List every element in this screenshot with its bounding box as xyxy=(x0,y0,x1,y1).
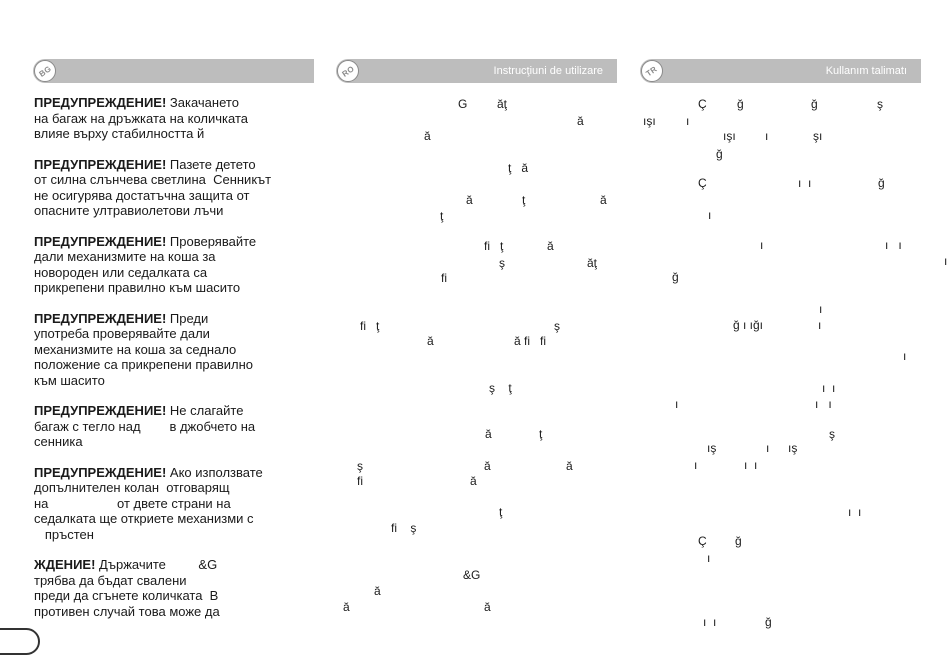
warning-line: Пазете детето xyxy=(166,156,256,172)
ro-text-fragment: ă xyxy=(470,474,477,488)
ro-text-fragment: ţ xyxy=(522,193,526,207)
ro-text-fragment: ţ xyxy=(539,427,543,441)
ro-text-fragment: fi ţ xyxy=(360,319,380,333)
tr-text-fragment: ı xyxy=(686,114,690,128)
badge-label: TR xyxy=(644,64,660,78)
warning-line: механизмите на коша за седнало xyxy=(34,341,237,357)
ro-text-fragment: ă xyxy=(600,193,607,207)
page-number-tab xyxy=(0,628,40,655)
ro-text-fragment: ă xyxy=(484,459,491,473)
tr-text-fragment: ı ı xyxy=(703,615,717,629)
warning-label: ПРЕДУПРЕЖДЕНИЕ! xyxy=(34,310,167,326)
warning-label: ПРЕДУПРЕЖДЕНИЕ! xyxy=(34,95,167,110)
ro-text-fragment: fi ţ xyxy=(484,239,504,253)
tr-text-fragment: ı ı xyxy=(822,381,836,395)
bg-warnings xyxy=(34,95,319,634)
ro-text-fragment: ă xyxy=(343,600,350,614)
warning-line: пръстен xyxy=(34,526,94,542)
tr-text-fragment: ı ı xyxy=(798,176,812,190)
tr-text-fragment: ı xyxy=(694,458,698,472)
warning-line: на от двете страни на xyxy=(34,495,231,511)
tr-text-fragment: ğ xyxy=(672,270,679,284)
ro-text-fragment: ţ xyxy=(440,209,444,223)
tr-text-fragment: şı xyxy=(813,129,823,143)
ro-text-fragment: fi ş xyxy=(391,521,417,535)
warning-line: сенника xyxy=(34,434,83,449)
warning-line: Преди xyxy=(166,310,209,326)
tr-text-fragment: ğ xyxy=(811,97,818,111)
ro-text-fragment: ă xyxy=(485,427,492,441)
tr-text-fragment: ı xyxy=(766,441,770,455)
bg-warning-paragraph xyxy=(34,557,319,619)
ro-text-fragment: ă xyxy=(374,584,381,598)
warning-line: багаж с тегло над в джобчето на xyxy=(34,418,256,434)
column-title-tr: Kullanım talimatı xyxy=(825,65,907,77)
ro-text-fragment: ş xyxy=(499,256,505,270)
ro-text-fragment: ă fi fi xyxy=(514,334,547,348)
warning-line: Не слагайте xyxy=(166,403,244,418)
ro-text-fragment: G xyxy=(458,97,468,111)
tr-text-fragment: ışı xyxy=(643,114,656,128)
ro-text-fragment: ă xyxy=(466,193,473,207)
warning-line: не осигурява достатъчна защита от xyxy=(34,187,250,203)
ro-text-fragment: ă xyxy=(547,239,554,253)
language-badge-bg xyxy=(34,60,56,82)
ro-text-fragment: ş ţ xyxy=(489,381,512,395)
badge-label: BG xyxy=(37,63,53,79)
tr-text-fragment: ş xyxy=(829,427,835,441)
tr-text-fragment: ğ xyxy=(765,615,772,629)
warning-line: на багаж на дръжката на количката xyxy=(34,110,248,126)
warning-line: влияе върху стабилността й xyxy=(34,126,205,141)
tr-text-fragment: ı ı xyxy=(848,505,862,519)
ro-text-fragment: ă xyxy=(577,114,584,128)
tr-text-fragment: ğ xyxy=(878,176,885,190)
tr-text-fragment: ı ı xyxy=(885,238,902,252)
tr-text-fragment: ş xyxy=(877,97,883,111)
warning-line: Закачането xyxy=(166,95,239,110)
bg-warning-paragraph xyxy=(34,403,319,450)
ro-text-fragment: ă xyxy=(566,459,573,473)
warning-line: от силна слънчева светлина Сенникът xyxy=(34,172,272,187)
warning-line: допълнителен колан отговарящ xyxy=(34,480,230,495)
warning-line: противен случай това може да xyxy=(34,603,220,619)
bg-warning-paragraph xyxy=(34,311,319,389)
language-badge-ro xyxy=(337,60,359,82)
ro-text-fragment: ăţ xyxy=(587,256,598,270)
column-title-ro: Instrucţiuni de utilizare xyxy=(493,65,603,77)
warning-line: положение са прикрепени правилно xyxy=(34,357,254,372)
column-header-tr xyxy=(640,59,921,83)
tr-text-fragment: ı ı xyxy=(744,458,758,472)
bg-warning-paragraph xyxy=(34,465,319,543)
ro-text-fragment: &G xyxy=(463,568,481,582)
tr-text-fragment: Ç xyxy=(698,176,707,190)
ro-text-fragment: ş xyxy=(357,459,363,473)
warning-label: ПРЕДУПРЕЖДЕНИЕ! xyxy=(34,464,167,480)
column-header-bg xyxy=(33,59,314,83)
warning-line: дали механизмите на коша за xyxy=(34,249,216,264)
ro-text-fragment: ă xyxy=(424,129,431,143)
warning-line: употреба проверявайте дали xyxy=(34,326,210,341)
tr-text-fragment: ı xyxy=(819,302,823,316)
tr-text-fragment: ı xyxy=(707,551,711,565)
tr-text-fragment: ış xyxy=(788,441,798,455)
tr-text-fragment: ğ xyxy=(737,97,744,111)
warning-label: ПРЕДУПРЕЖДЕНИЕ! xyxy=(34,233,167,249)
tr-text-fragment: ış xyxy=(707,441,717,455)
tr-text-fragment: ğ ı ığı xyxy=(733,318,764,332)
warning-line: трябва да бъдат свалени xyxy=(34,572,187,588)
tr-text-fragment: ı xyxy=(675,397,679,411)
tr-text-fragment: ğ xyxy=(735,534,742,548)
ro-text-fragment: fi xyxy=(441,271,447,285)
warning-label: ПРЕДУПРЕЖДЕНИЕ! xyxy=(34,403,167,418)
language-badge-tr xyxy=(641,60,663,82)
ro-text-fragment: fi xyxy=(357,474,363,488)
warning-line: Проверявайте xyxy=(166,233,257,249)
warning-line: седалката ще откриете механизми с xyxy=(34,511,254,526)
warning-line: опасните ултравиолетови лъчи xyxy=(34,203,224,218)
warning-line: Държачите &G xyxy=(95,557,218,572)
tr-text-fragment: ı xyxy=(760,238,764,252)
bg-warning-paragraph xyxy=(34,234,319,296)
tr-text-fragment: ı xyxy=(708,208,712,222)
tr-text-fragment: ğ xyxy=(716,147,723,161)
ro-text-fragment: ş xyxy=(554,319,560,333)
column-header-ro xyxy=(336,59,617,83)
warning-line: преди да сгънете количката В xyxy=(34,588,219,603)
tr-text-fragment: ı xyxy=(903,349,907,363)
bg-warning-paragraph xyxy=(34,157,319,219)
warning-label: ЖДЕНИЕ! xyxy=(34,557,96,572)
ro-text-fragment: ţ ă xyxy=(508,161,529,175)
tr-text-fragment: ı ı xyxy=(815,397,832,411)
warning-line: към шасито xyxy=(34,372,105,388)
warning-line: Ако използвате xyxy=(166,464,263,480)
warning-line: новороден или седалката са xyxy=(34,264,208,280)
tr-text-fragment: ışı xyxy=(723,129,736,143)
warning-line: прикрепени правилно към шасито xyxy=(34,280,241,295)
tr-text-fragment: Ç xyxy=(698,97,707,111)
ro-text-fragment: ă xyxy=(484,600,491,614)
warning-label: ПРЕДУПРЕЖДЕНИЕ! xyxy=(34,156,167,172)
tr-text-fragment: ı xyxy=(818,318,822,332)
badge-label: RO xyxy=(340,63,356,79)
tr-text-fragment: Ç xyxy=(698,534,707,548)
ro-text-fragment: ţ xyxy=(499,505,503,519)
ro-text-fragment: ă xyxy=(427,334,434,348)
tr-text-fragment: ı xyxy=(944,254,948,268)
bg-warning-paragraph xyxy=(34,95,319,142)
tr-text-fragment: ı xyxy=(765,129,769,143)
ro-text-fragment: ăţ xyxy=(497,97,508,111)
